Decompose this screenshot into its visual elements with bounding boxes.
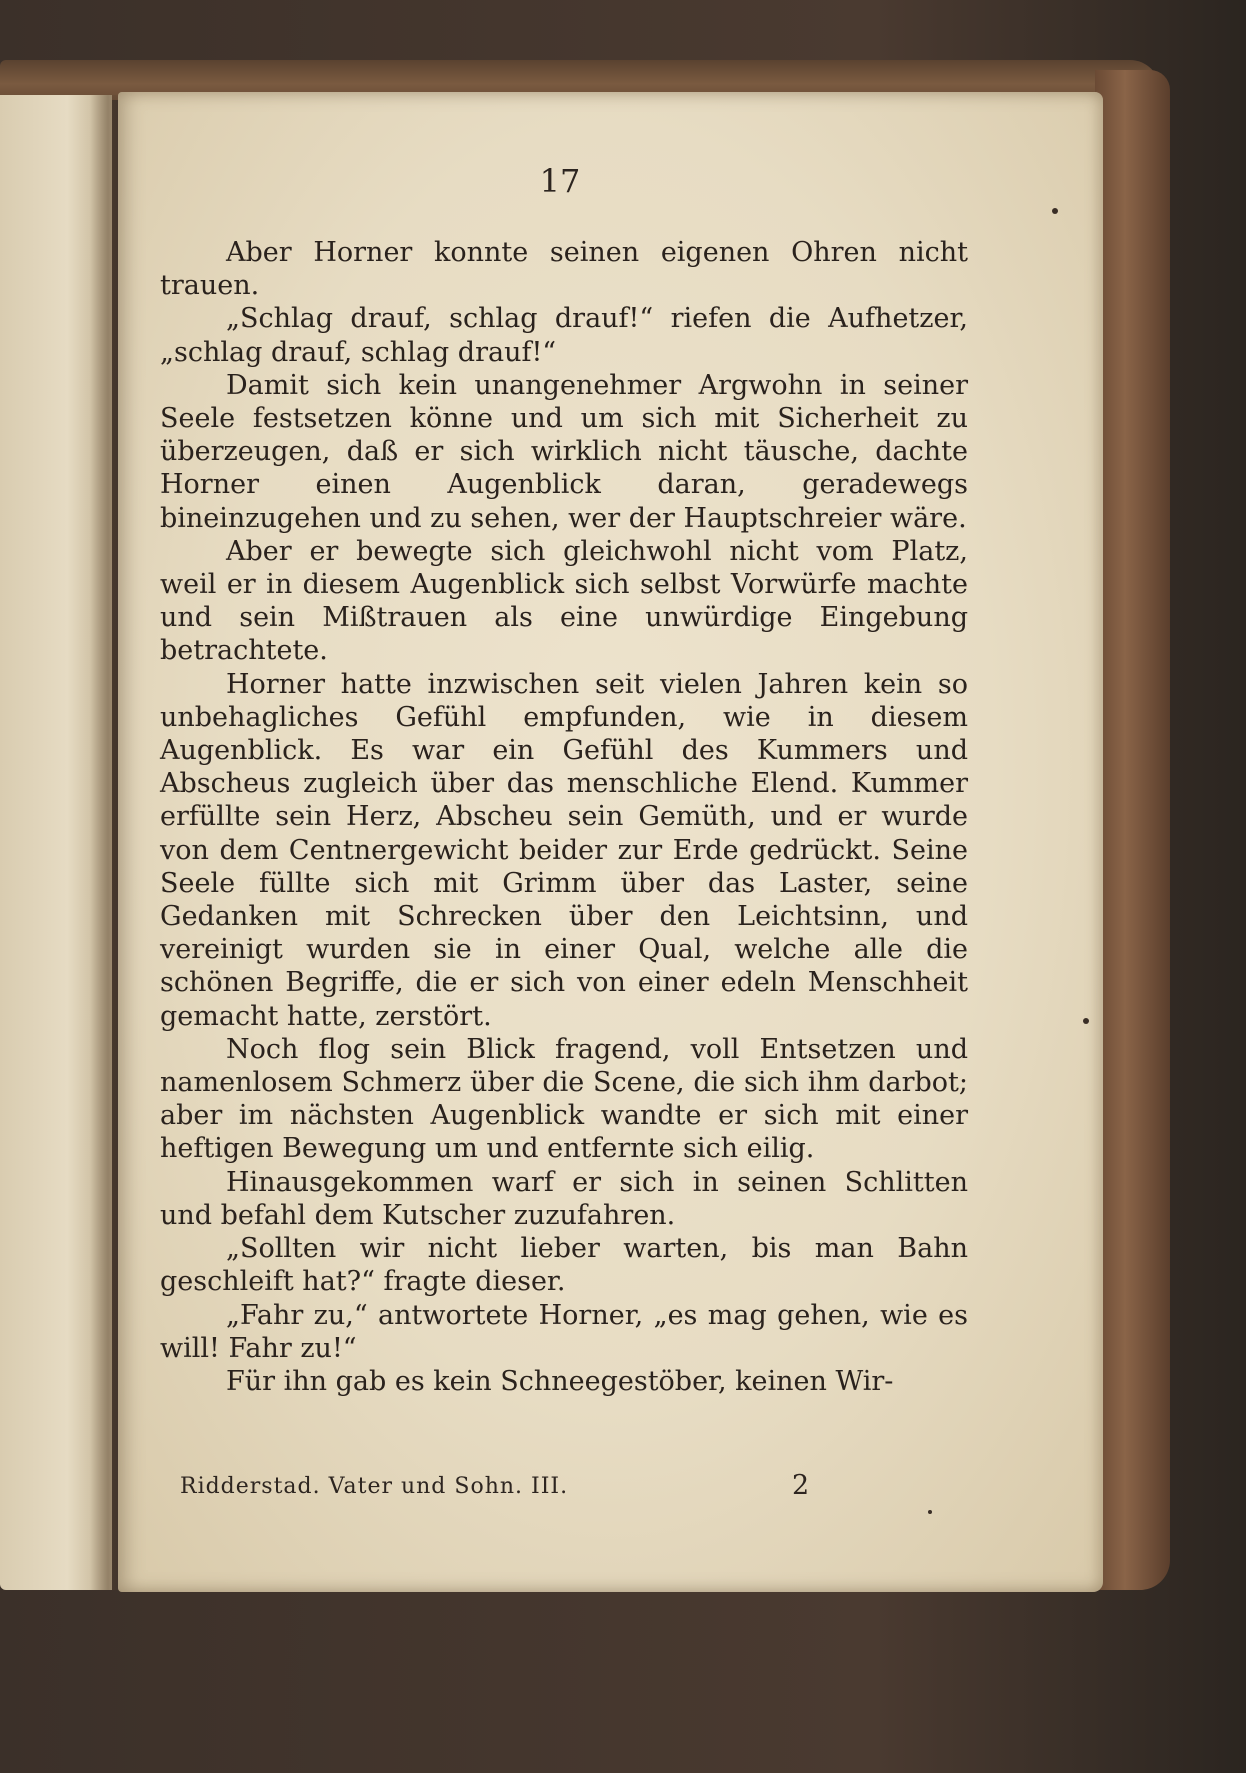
paragraph: „Sollten wir nicht lieber warten, bis man Bahn geschleift hat?“ fragte dieser. bbox=[160, 1233, 968, 1298]
paragraph: Damit sich kein unangenehmer Argwohn in seiner Seele festsetzen könne und um sich mit Sicherheit zu überzeugen, daß er sich wirklich nicht täusche, dachte Horner einen Augenblick daran, geradewegs bineinzugehen und zu sehen, wer der Hauptschreier wäre. bbox=[160, 369, 968, 534]
page-speck bbox=[928, 1510, 932, 1514]
paragraph: „Schlag drauf, schlag drauf!“ riefen die Aufhetzer, „schlag drauf, schlag drauf!“ bbox=[160, 303, 968, 368]
footer-imprint: Ridderstad. Vater und Sohn. III. bbox=[180, 1474, 569, 1499]
paragraph: Noch flog sein Blick fragend, voll Entsetzen und namenlosem Schmerz über die Scene, die sich ihm darbot; aber im nächsten Augenblick wandte er sich mit einer heftigen Bewegung um und entfernte sich eilig. bbox=[160, 1033, 968, 1165]
page-speck bbox=[1083, 1018, 1089, 1024]
paragraph: Horner hatte inzwischen seit vielen Jahren kein so unbehagliches Gefühl empfunden, wie in diesem Augenblick. Es war ein Gefühl des Kummers und Abscheus zugleich über das menschliche Elend. Kummer erfüllte sein Herz, Abscheu sein Gemüth, und er wurde von dem Centnergewicht beider zur Erde gedrückt. Seine Seele füllte sich mit Grimm über das Laster, seine Gedanken mit Schrecken über den Leichtsinn, und vereinigt wurden sie in einer Qual, welche alle die schönen Begriffe, die er sich von einer edeln Menschheit gemacht hatte, zerstört. bbox=[160, 668, 968, 1032]
paragraph: Hinausgekommen warf er sich in seinen Schlitten und befahl dem Kutscher zuzufahren. bbox=[160, 1166, 968, 1231]
paragraph: Für ihn gab es kein Schneegestöber, keinen Wir- bbox=[226, 1365, 894, 1397]
book-cover-right-edge bbox=[1095, 70, 1170, 1590]
page-speck bbox=[1052, 208, 1058, 214]
page-text bbox=[160, 236, 968, 1398]
paragraph: „Fahr zu,“ antwortete Horner, „es mag gehen, wie es will! Fahr zu!“ bbox=[160, 1299, 968, 1364]
paragraph: Aber Horner konnte seinen eigenen Ohren nicht trauen. bbox=[160, 237, 968, 302]
signature-mark: 2 bbox=[792, 1470, 810, 1501]
paragraph: Aber er bewegte sich gleichwohl nicht vom Platz, weil er in diesem Augenblick sich selbst Vorwürfe machte und sein Mißtrauen als eine unwürdige Eingebung betrachtete. bbox=[160, 535, 968, 667]
page-footer bbox=[180, 1470, 830, 1508]
page-number: 17 bbox=[539, 162, 581, 200]
